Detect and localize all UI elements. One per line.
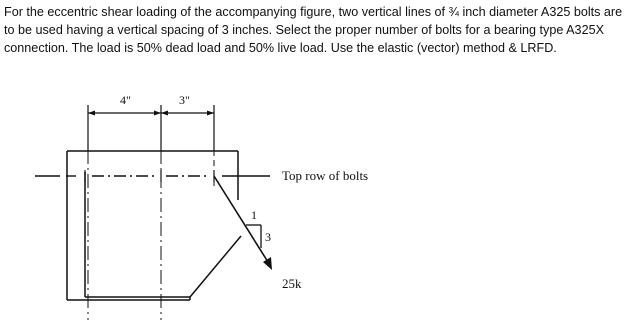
gusset-plate-outline [85,172,241,300]
top-row-label: Top row of bolts [282,168,369,183]
load-line [214,176,268,262]
dimension-lines [88,105,214,150]
problem-statement: For the eccentric shear loading of the accompanying figure, two vertical lines of ¾ inch diameter A325 bolts are to be used having a vertical spacing of 3 inches. Select the proper number of bolts for a bearing type A325X connection. The load is 50% dead load and 50% live load. Use the elastic (vector) method & LRFD. [4,5,623,55]
load-arrowhead [263,257,272,270]
load-label: 25k [282,276,302,291]
column-flange-outline [67,151,238,300]
dimension-label-4in: 4" [120,93,131,107]
slope-label-3: 3 [265,230,271,244]
slope-triangle [246,225,261,248]
slope-label-1: 1 [251,208,257,222]
dimension-label-3in: 3" [179,93,190,107]
